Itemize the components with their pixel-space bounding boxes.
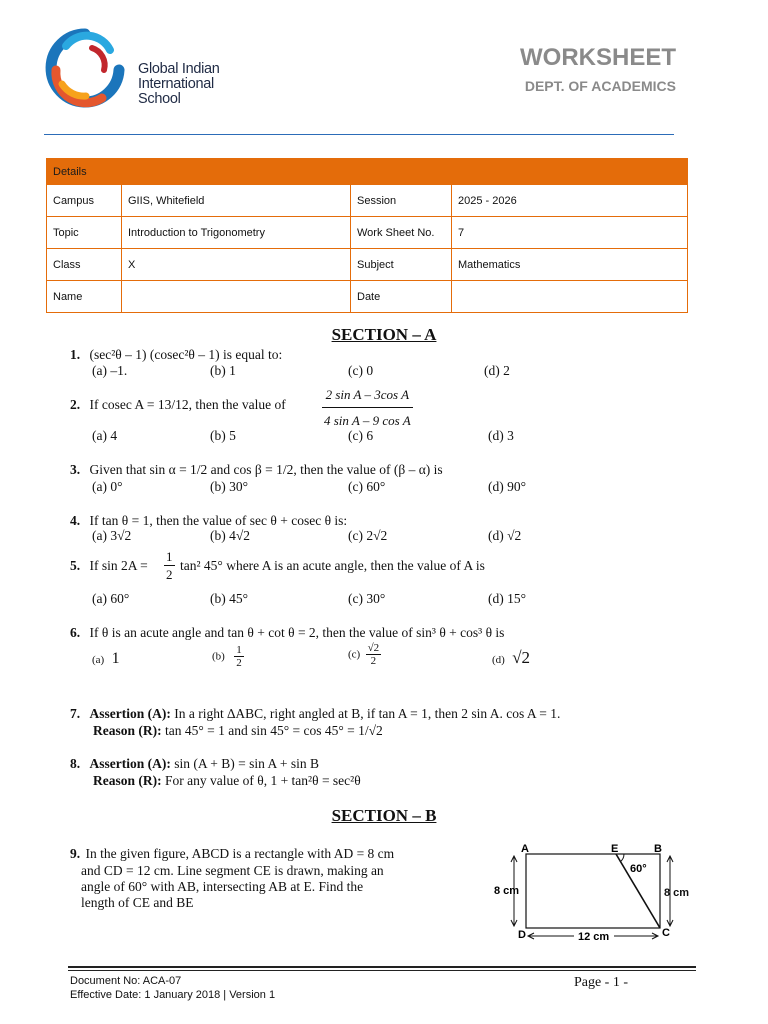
question-text: (sec²θ – 1) (cosec²θ – 1) is equal to:	[89, 347, 283, 362]
right-dimension-label: 8 cm	[664, 887, 690, 899]
question-number: 6.	[70, 625, 81, 640]
question-number: 8.	[70, 756, 81, 771]
assertion-label: Assertion (A):	[89, 706, 171, 721]
option-b: (b) 4√2	[210, 528, 251, 543]
question-6	[70, 624, 504, 641]
cell-value: 2025 - 2026	[452, 185, 688, 217]
fraction-numerator: 2 sin A – 3cos A	[322, 386, 413, 408]
question-3	[70, 461, 443, 478]
details-header: Details	[47, 159, 122, 185]
section-a-heading: SECTION – A	[331, 325, 437, 344]
question-number: 2.	[70, 397, 81, 412]
fraction-numerator: √2	[367, 642, 380, 654]
option-d: (d) 15°	[488, 591, 527, 606]
question-8	[70, 755, 319, 772]
question-number: 7.	[70, 706, 81, 721]
question-7	[70, 705, 560, 722]
option-d: (d) 2	[484, 363, 510, 378]
question-text: tan² 45° where A is an acute angle, then the value of A is	[180, 558, 485, 573]
question-text: If cosec A = 13/12, then the value of	[89, 397, 286, 412]
department-label: DEPT. OF ACADEMICS	[524, 78, 676, 94]
assertion-label: Assertion (A):	[89, 756, 171, 771]
name-field[interactable]	[122, 281, 351, 313]
page-number: Page - 1 -	[573, 975, 628, 990]
cell-value: Introduction to Trigonometry	[122, 217, 351, 249]
rectangle-figure	[490, 838, 700, 948]
details-header-fill	[122, 159, 688, 185]
question-text: and CD = 12 cm. Line segment CE is drawn, making an	[81, 863, 384, 878]
question-number: 1.	[70, 347, 81, 362]
fraction-expression	[322, 386, 413, 429]
date-field[interactable]	[452, 281, 688, 313]
question-text: angle of 60° with AB, intersecting AB at E. Find the	[81, 879, 364, 894]
cell-label: Name	[47, 281, 122, 313]
vertex-a-label: A	[521, 843, 529, 855]
reason-text: For any value of θ, 1 + tan²θ = sec²θ	[161, 773, 361, 788]
option-label: (d)	[492, 654, 505, 666]
fraction-denominator: 4 sin A – 9 cos A	[324, 413, 411, 428]
details-header-row	[47, 159, 688, 185]
fraction-denominator: 2	[236, 657, 242, 669]
option-label: (c)	[348, 648, 361, 661]
table-row	[47, 249, 688, 281]
option-c: (c) 30°	[348, 591, 386, 606]
vertex-c-label: C	[662, 927, 670, 939]
question-text: Given that sin α = 1/2 and cos β = 1/2, then the value of (β – α) is	[89, 462, 443, 477]
question-4	[70, 512, 347, 529]
question-text: If sin 2A =	[89, 558, 148, 573]
option-c: (c) 2√2	[348, 528, 388, 543]
document-number: Document No: ACA-07	[70, 975, 182, 987]
option-b	[212, 644, 244, 669]
option-d: (d) 90°	[488, 479, 527, 494]
cell-label: Topic	[47, 217, 122, 249]
fraction-denominator: 2	[370, 655, 377, 667]
option-a: (a) 60°	[92, 591, 130, 606]
worksheet-title: WORKSHEET	[520, 44, 676, 71]
option-c: (c) 60°	[348, 479, 386, 494]
question-number: 4.	[70, 513, 81, 528]
option-c: (c) 0	[348, 363, 374, 378]
vertex-b-label: B	[654, 843, 662, 855]
table-row	[47, 217, 688, 249]
reason-label: Reason (R):	[93, 723, 162, 738]
question-2	[70, 396, 286, 413]
cell-value: 7	[452, 217, 688, 249]
cell-value: Mathematics	[452, 249, 688, 281]
footer-divider	[68, 966, 696, 968]
vertex-d-label: D	[518, 929, 526, 941]
cell-label: Class	[47, 249, 122, 281]
option-c: (c) 6	[348, 428, 374, 443]
bottom-dimension-label: 12 cm	[578, 931, 610, 943]
option-c	[348, 642, 381, 667]
cell-value: X	[122, 249, 351, 281]
school-name-line: Global Indian	[138, 61, 220, 77]
option-a: (a) –1.	[92, 363, 128, 378]
question-1	[70, 346, 282, 363]
question-number: 5.	[70, 558, 81, 573]
details-table	[46, 158, 688, 313]
question-number: 9.	[70, 846, 81, 861]
table-row	[47, 281, 688, 313]
assertion-text: sin (A + B) = sin A + sin B	[170, 756, 319, 771]
option-a: (a) 3√2	[92, 528, 132, 543]
effective-date: Effective Date: 1 January 2018 | Version 1	[70, 989, 276, 1001]
option-value: 1	[111, 650, 120, 667]
fraction-numerator: 1	[236, 644, 242, 656]
reason-line	[93, 772, 361, 789]
school-name	[138, 62, 220, 107]
option-a: (a) 4	[92, 428, 118, 443]
fraction-numerator: 1	[166, 549, 173, 564]
option-d: (d) √2	[488, 528, 522, 543]
reason-text: tan 45° = 1 and sin 45° = cos 45° = 1/√2	[161, 723, 383, 738]
option-b: (b) 30°	[210, 479, 249, 494]
option-a: (a) 0°	[92, 479, 123, 494]
left-dimension-label: 8 cm	[494, 885, 520, 897]
angle-label: 60°	[630, 863, 647, 875]
cell-label: Work Sheet No.	[351, 217, 452, 249]
question-5	[70, 557, 148, 574]
footer-divider	[68, 970, 696, 971]
assertion-text: In a right ∆ABC, right angled at B, if tan A = 1, then 2 sin A. cos A = 1.	[170, 706, 561, 721]
option-d: (d) 3	[488, 428, 514, 443]
section-b-heading: SECTION – B	[331, 806, 437, 825]
school-name-line: School	[138, 91, 181, 107]
reason-line	[93, 722, 383, 739]
question-text: length of CE and BE	[81, 895, 194, 910]
option-b: (b) 5	[210, 428, 236, 443]
header-divider	[44, 134, 674, 135]
question-9	[70, 845, 394, 862]
cell-label: Date	[351, 281, 452, 313]
option-b: (b) 1	[210, 363, 236, 378]
school-logo	[44, 26, 126, 110]
question-text: If tan θ = 1, then the value of sec θ + cosec θ is:	[89, 513, 348, 528]
footer-info	[70, 974, 275, 1002]
question-number: 3.	[70, 462, 81, 477]
option-a	[92, 650, 120, 668]
cell-value: GIIS, Whitefield	[122, 185, 351, 217]
table-row	[47, 185, 688, 217]
option-label: (b)	[212, 650, 225, 663]
cell-label: Session	[351, 185, 452, 217]
option-value: √2	[512, 648, 531, 667]
option-b: (b) 45°	[210, 591, 249, 606]
question-text: If θ is an acute angle and tan θ + cot θ = 2, then the value of sin³ θ + cos³ θ is	[89, 625, 505, 640]
vertex-e-label: E	[611, 843, 619, 855]
school-name-line: International	[138, 76, 214, 92]
cell-label: Subject	[351, 249, 452, 281]
question-text: In the given figure, ABCD is a rectangle with AD = 8 cm	[85, 846, 395, 861]
cell-label: Campus	[47, 185, 122, 217]
fraction-half	[164, 548, 175, 583]
option-d	[492, 648, 530, 668]
reason-label: Reason (R):	[93, 773, 162, 788]
option-label: (a)	[92, 654, 105, 666]
fraction-denominator: 2	[166, 567, 173, 582]
